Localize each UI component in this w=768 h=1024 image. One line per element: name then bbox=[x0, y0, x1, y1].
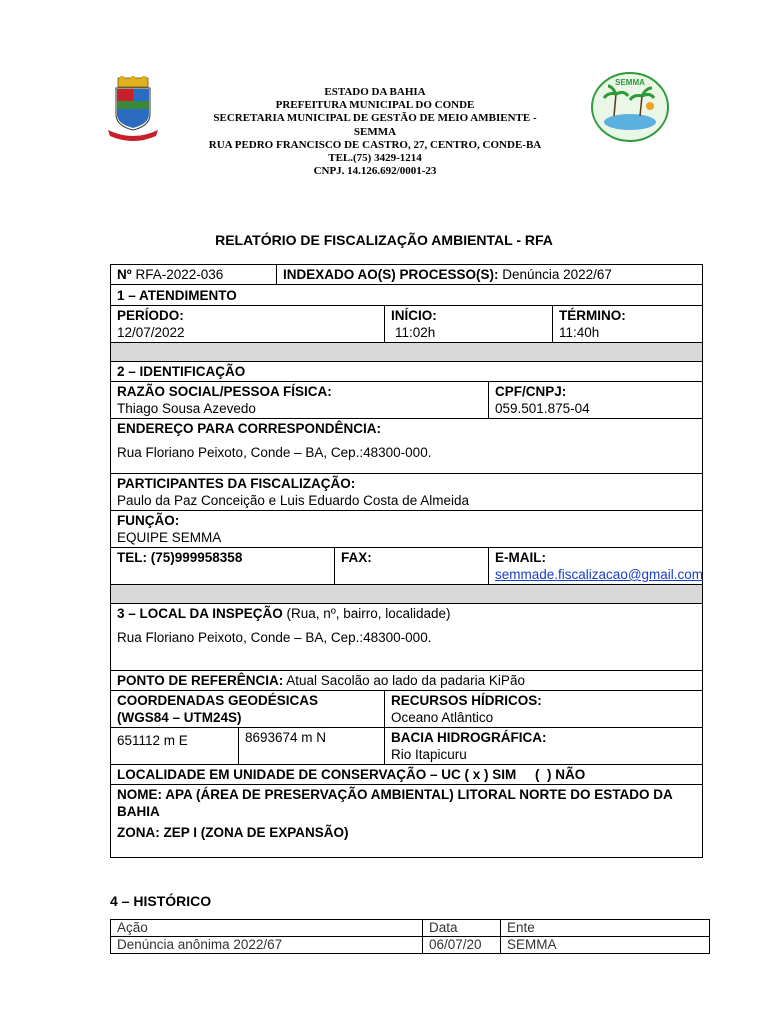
section-historico-heading: 4 – HISTÓRICO bbox=[110, 893, 212, 909]
semma-logo-text: SEMMA bbox=[615, 78, 645, 87]
process-label: INDEXADO AO(S) PROCESSO(S): bbox=[283, 267, 499, 282]
coord-label-2: (WGS84 – UTM24S) bbox=[117, 710, 242, 725]
recursos-value: Oceano Atlântico bbox=[391, 710, 494, 725]
coord-e: 651112 m E bbox=[111, 728, 239, 765]
razao-label: RAZÃO SOCIAL/PESSOA FÍSICA: bbox=[117, 384, 332, 399]
endereco-row bbox=[111, 419, 703, 474]
municipal-crest bbox=[106, 76, 160, 142]
header-line: TEL.(75) 3429-1214 bbox=[328, 152, 422, 165]
participantes-label: PARTICIPANTES DA FISCALIZAÇÃO: bbox=[117, 476, 356, 491]
inspection-form bbox=[110, 264, 703, 858]
ponto-value: Atual Sacolão ao lado da padaria KiPão bbox=[286, 673, 525, 688]
tel-field: TEL: (75)999958358 bbox=[111, 548, 335, 585]
report-number-label: Nº bbox=[117, 267, 132, 282]
semma-logo bbox=[590, 72, 670, 142]
report-title: RELATÓRIO DE FISCALIZAÇÃO AMBIENTAL - RFA bbox=[215, 232, 553, 248]
table-row bbox=[111, 937, 710, 954]
endereco-label: ENDEREÇO PARA CORRESPONDÊNCIA: bbox=[117, 421, 382, 436]
historico-table bbox=[110, 919, 710, 954]
inicio-label: INÍCIO: bbox=[391, 308, 437, 323]
uc-row bbox=[111, 765, 703, 785]
column-header: Data bbox=[423, 920, 501, 937]
report-number-value: RFA-2022-036 bbox=[135, 267, 224, 282]
zona-line: ZONA: ZEP I (ZONA DE EXPANSÃO) bbox=[117, 825, 349, 840]
table-cell: SEMMA bbox=[501, 937, 710, 954]
inicio-value: 11:02h bbox=[395, 325, 436, 340]
cpf-value: 059.501.875-04 bbox=[495, 401, 590, 416]
separator-band bbox=[111, 343, 703, 362]
column-header: Ação bbox=[111, 920, 423, 937]
bacia-value: Rio Itapicuru bbox=[391, 747, 467, 762]
process-value: Denúncia 2022/67 bbox=[502, 267, 612, 282]
nome-line: NOME: APA (ÁREA DE PRESERVAÇÃO AMBIENTAL) LITORAL NORTE DO ESTADO DA BAHIA bbox=[117, 787, 673, 819]
participantes-row bbox=[111, 474, 703, 511]
ponto-row bbox=[111, 671, 703, 691]
funcao-row bbox=[111, 511, 703, 548]
recursos-label: RECURSOS HÍDRICOS: bbox=[391, 693, 542, 708]
report-number-row bbox=[111, 265, 703, 285]
razao-row bbox=[111, 382, 703, 419]
separator-band bbox=[111, 585, 703, 604]
email-link[interactable]: semmade.fiscalizacao@gmail.com bbox=[495, 567, 704, 582]
periodo-value: 12/07/2022 bbox=[117, 325, 185, 340]
local-row bbox=[111, 604, 703, 671]
termino-label: TÉRMINO: bbox=[559, 308, 626, 323]
ponto-label: PONTO DE REFERÊNCIA: bbox=[117, 673, 284, 688]
header-line: SECRETARIA MUNICIPAL DE GESTÃO DE MEIO AMBIENTE - bbox=[213, 112, 537, 125]
column-header: Ente bbox=[501, 920, 710, 937]
header-line: ESTADO DA BAHIA bbox=[324, 86, 426, 98]
section-local-heading: 3 – LOCAL DA INSPEÇÃO bbox=[117, 606, 283, 621]
cpf-label: CPF/CNPJ: bbox=[495, 384, 567, 399]
period-row bbox=[111, 306, 703, 343]
participantes-value: Paulo da Paz Conceição e Luis Eduardo Costa de Almeida bbox=[117, 493, 469, 508]
section-identificacao-heading: 2 – IDENTIFICAÇÃO bbox=[111, 362, 703, 382]
fax-label: FAX: bbox=[335, 548, 489, 585]
table-cell: Denúncia anônima 2022/67 bbox=[111, 937, 423, 954]
header-address-block bbox=[180, 86, 570, 178]
bacia-label: BACIA HIDROGRÁFICA: bbox=[391, 730, 547, 745]
header-line: PREFEITURA MUNICIPAL DO CONDE bbox=[275, 99, 475, 112]
termino-value: 11:40h bbox=[559, 325, 600, 340]
local-address: Rua Floriano Peixoto, Conde – BA, Cep.:48300-000. bbox=[117, 630, 432, 645]
coord-label-1: COORDENADAS GEODÉSICAS bbox=[117, 693, 319, 708]
local-heading-note: (Rua, nº, bairro, localidade) bbox=[286, 606, 451, 621]
coords-row bbox=[111, 691, 703, 728]
uc-line: LOCALIDADE EM UNIDADE DE CONSERVAÇÃO – UC ( x ) SIM ( ) NÃO bbox=[111, 765, 703, 785]
email-label: E-MAIL: bbox=[495, 550, 547, 565]
razao-value: Thiago Sousa Azevedo bbox=[117, 401, 256, 416]
endereco-value: Rua Floriano Peixoto, Conde – BA, Cep.:48300-000. bbox=[117, 445, 432, 460]
table-cell: 06/07/20 bbox=[423, 937, 501, 954]
nome-zona-row bbox=[111, 785, 703, 858]
table-header-row bbox=[111, 920, 710, 937]
funcao-label: FUNÇÃO: bbox=[117, 513, 180, 528]
section-atendimento-heading: 1 – ATENDIMENTO bbox=[111, 285, 703, 306]
header-line: RUA PEDRO FRANCISCO DE CASTRO, 27, CENTRO, CONDE-BA bbox=[208, 138, 542, 151]
funcao-value: EQUIPE SEMMA bbox=[117, 530, 222, 545]
contact-row bbox=[111, 548, 703, 585]
header-line: CNPJ. 14.126.692/0001-23 bbox=[313, 165, 437, 178]
periodo-label: PERÍODO: bbox=[117, 308, 184, 323]
coord-n: 8693674 m N bbox=[239, 728, 385, 765]
header-line: SEMMA bbox=[353, 125, 397, 138]
coords-values-row bbox=[111, 728, 703, 765]
